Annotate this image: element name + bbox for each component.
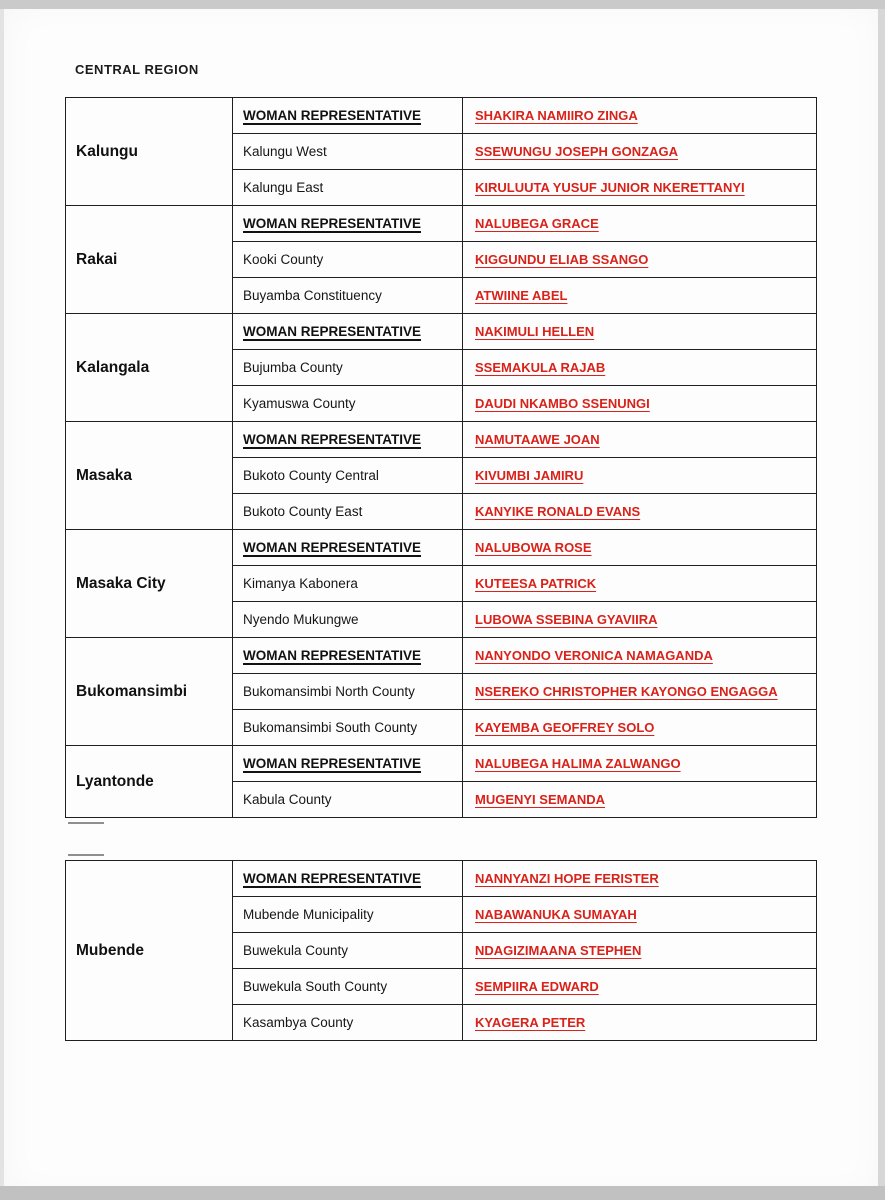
constituency-cell: Kimanya Kabonera: [233, 566, 463, 602]
representative-name-cell: KAYEMBA GEOFFREY SOLO: [463, 710, 817, 746]
representative-name-cell: KANYIKE RONALD EVANS: [463, 494, 817, 530]
district-cell: Rakai: [66, 206, 233, 314]
district-cell: Masaka: [66, 422, 233, 530]
representative-name-cell: KIGGUNDU ELIAB SSANGO: [463, 242, 817, 278]
constituency-cell: Bukomansimbi North County: [233, 674, 463, 710]
representative-name-cell: NAMUTAAWE JOAN: [463, 422, 817, 458]
region-table: [65, 97, 817, 818]
representative-name-cell: ATWIINE ABEL: [463, 278, 817, 314]
role-cell: WOMAN REPRESENTATIVE: [233, 638, 463, 674]
role-cell: WOMAN REPRESENTATIVE: [233, 861, 463, 897]
representative-name-cell: KUTEESA PATRICK: [463, 566, 817, 602]
table-row: [66, 314, 817, 350]
representative-name-cell: KYAGERA PETER: [463, 1005, 817, 1041]
table-row: [66, 530, 817, 566]
representative-name-cell: SHAKIRA NAMIIRO ZINGA: [463, 98, 817, 134]
page-title: CENTRAL REGION: [75, 62, 199, 77]
representative-name-cell: SEMPIIRA EDWARD: [463, 969, 817, 1005]
region-table: [65, 860, 817, 1041]
role-cell: WOMAN REPRESENTATIVE: [233, 98, 463, 134]
constituency-cell: Kasambya County: [233, 1005, 463, 1041]
central-region-table-1: [65, 97, 817, 818]
district-cell: Mubende: [66, 861, 233, 1041]
constituency-cell: Bukoto County Central: [233, 458, 463, 494]
table-row: [66, 638, 817, 674]
role-cell: WOMAN REPRESENTATIVE: [233, 422, 463, 458]
constituency-cell: Kalungu West: [233, 134, 463, 170]
constituency-cell: Kabula County: [233, 782, 463, 818]
representative-name-cell: NALUBEGA GRACE: [463, 206, 817, 242]
representative-name-cell: NABAWANUKA SUMAYAH: [463, 897, 817, 933]
photo-edge-bottom: [0, 1186, 885, 1200]
constituency-cell: Buyamba Constituency: [233, 278, 463, 314]
constituency-cell: Bukomansimbi South County: [233, 710, 463, 746]
constituency-cell: Mubende Municipality: [233, 897, 463, 933]
district-cell: Kalungu: [66, 98, 233, 206]
table-row: [66, 98, 817, 134]
representative-name-cell: NANNYANZI HOPE FERISTER: [463, 861, 817, 897]
table-row: [66, 206, 817, 242]
district-cell: Masaka City: [66, 530, 233, 638]
constituency-cell: Buwekula South County: [233, 969, 463, 1005]
table-row: [66, 746, 817, 782]
role-cell: WOMAN REPRESENTATIVE: [233, 314, 463, 350]
constituency-cell: Nyendo Mukungwe: [233, 602, 463, 638]
role-cell: WOMAN REPRESENTATIVE: [233, 746, 463, 782]
district-cell: Lyantonde: [66, 746, 233, 818]
representative-name-cell: LUBOWA SSEBINA GYAVIIRA: [463, 602, 817, 638]
constituency-cell: Kalungu East: [233, 170, 463, 206]
representative-name-cell: SSEWUNGU JOSEPH GONZAGA: [463, 134, 817, 170]
constituency-cell: Bujumba County: [233, 350, 463, 386]
representative-name-cell: NALUBOWA ROSE: [463, 530, 817, 566]
representative-name-cell: DAUDI NKAMBO SSENUNGI: [463, 386, 817, 422]
central-region-table-2: [65, 860, 817, 1041]
stray-mark: [68, 854, 104, 856]
role-cell: WOMAN REPRESENTATIVE: [233, 206, 463, 242]
representative-name-cell: KIRULUUTA YUSUF JUNIOR NKERETTANYI: [463, 170, 817, 206]
constituency-cell: Kyamuswa County: [233, 386, 463, 422]
representative-name-cell: NANYONDO VERONICA NAMAGANDA: [463, 638, 817, 674]
photo-edge-top: [0, 0, 885, 9]
representative-name-cell: NALUBEGA HALIMA ZALWANGO: [463, 746, 817, 782]
district-cell: Bukomansimbi: [66, 638, 233, 746]
representative-name-cell: KIVUMBI JAMIRU: [463, 458, 817, 494]
constituency-cell: Buwekula County: [233, 933, 463, 969]
photo-edge-left: [0, 9, 4, 1186]
representative-name-cell: SSEMAKULA RAJAB: [463, 350, 817, 386]
table-row: [66, 861, 817, 897]
role-cell: WOMAN REPRESENTATIVE: [233, 530, 463, 566]
representative-name-cell: NDAGIZIMAANA STEPHEN: [463, 933, 817, 969]
photo-edge-right: [878, 9, 885, 1186]
district-cell: Kalangala: [66, 314, 233, 422]
stray-mark: [68, 822, 104, 824]
representative-name-cell: NSEREKO CHRISTOPHER KAYONGO ENGAGGA: [463, 674, 817, 710]
constituency-cell: Kooki County: [233, 242, 463, 278]
representative-name-cell: MUGENYI SEMANDA: [463, 782, 817, 818]
table-row: [66, 422, 817, 458]
constituency-cell: Bukoto County East: [233, 494, 463, 530]
representative-name-cell: NAKIMULI HELLEN: [463, 314, 817, 350]
